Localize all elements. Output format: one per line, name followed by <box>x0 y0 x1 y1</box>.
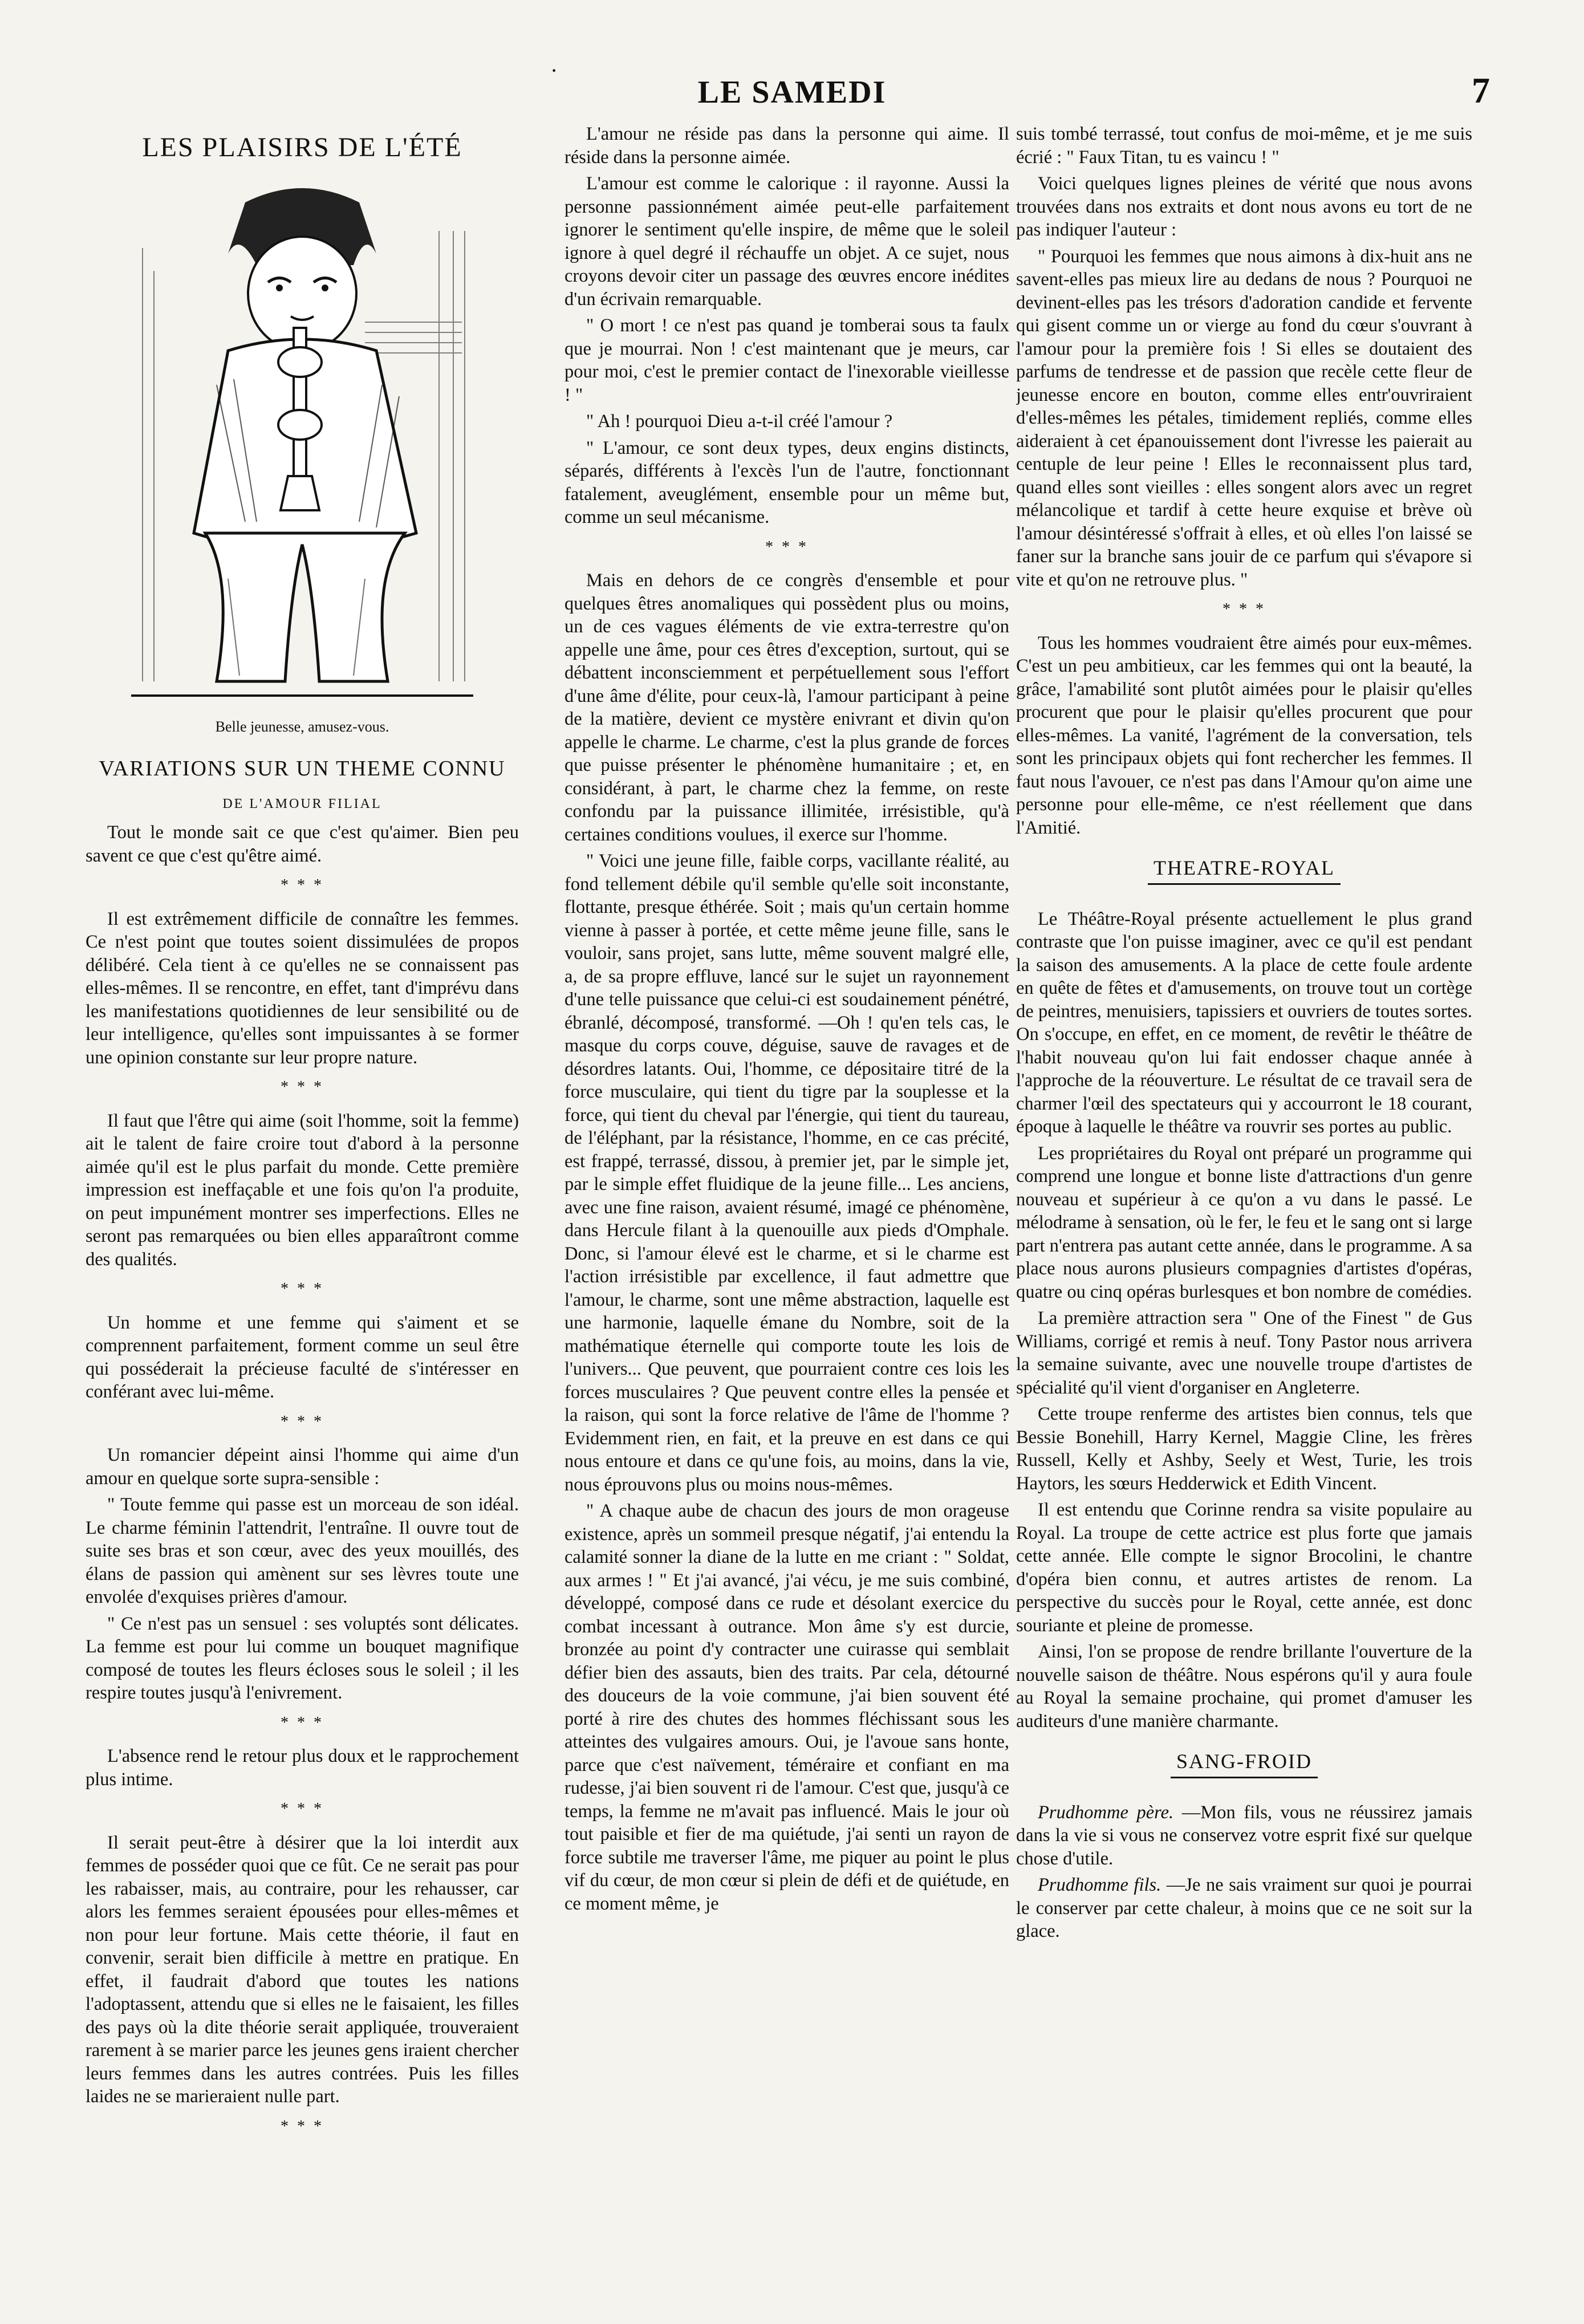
paragraph: Le Théâtre-Royal présente actuellement le plus grand contraste que l'on puisse imaginer, avec ce qu'il est pendant la saison des amusements. A la place de cette foule ardente en quête de fêtes et d'amusements, on trouve tout un cortège de peintres, menuisiers, tapissiers et ouvriers de toutes sortes. On s'occupe, en effet, en ce moment, de revêtir le théâtre de l'habit nouveau qu'on lui fait endosser chaque année à l'approche de la réouverture. Le résultat de ce travail sera de charmer l'œil des spectateurs qui y accourront le 18 courant, époque à laquelle le théâtre va rouvrir ses portes au public. <box>1016 908 1472 1137</box>
illustration-caption: Belle jeunesse, amusez-vous. <box>215 718 389 735</box>
paragraph: La première attraction sera " One of the Finest " de Gus Williams, corrigé et remis à neuf. Tony Pastor nous arrivera la semaine suivante, avec une nouvelle troupe d'artistes de spécialité qu'il vient d'organiser en Angleterre. <box>1016 1308 1472 1398</box>
separator-stars: * * * <box>281 1078 324 1096</box>
paragraph: " Voici une jeune fille, faible corps, vacillante réalité, au fond tellement débile qu'il semble qu'elle soit inconstante, flottante, presque éthérée. Soit ; mais qu'un certain homme vienne à passer à portée, et cette même jeune fille, sans le vouloir, sans projet, sans lutte, même souvent malgré elle, a, de sa propre effluve, lancé sur le sujet un rayonnement d'une telle puissance que celui-ci est soudainement pénétré, ébranlé, décomposé, transformé. —Oh ! qu'en tels cas, le masque du corps couve, déguise, sauve de ravages et de désordres latants. Oui, l'homme, ce dépositaire titré de la force musculaire, qui tient du tigre par la souplesse et la force, qui tient du cheval par l'énergie, qui tient du taureau, de l'éléphant, par la résistance, l'homme, en ce cas précité, est frappé, terrassé, dissou, à premier jet, par le simple jet, par le simple effet fluidique de la jeune fille... Les anciens, avec une fine raison, avaient résumé, imagé ce phénomène, dans Hercule filant à la quenouille aux pieds d'Omphale. Donc, si l'amour élevé est le charme, et si le charme est l'action irrésistible par excellence, il faut admettre que l'amour, le charme, sont une même abstraction, laquelle est une harmonie, laquelle émane du Nombre, soit de la mathématique éternelle qui comporte toute les lois de l'univers... Que peuvent, que pourraient contre ces lois les forces musculaires ? Que peuvent contre elles la pensée et la raison, qui sont la force relative de l'âme de l'homme ? Evidemment rien, en fait, et la preuve en est dans ce qui nous entoure et dans ce qu'une fois, au moins, dans la vie, nous éprouvons plus ou moins nous-mêmes. <box>564 851 1009 1495</box>
dialogue-line <box>1016 1874 1472 1943</box>
section-title-plaisirs: LES PLAISIRS DE L'ÉTÉ <box>142 132 462 162</box>
paragraph: L'amour est comme le calorique : il rayonne. Aussi la personne passionnément aimée peut-elle parfaitement ignorer le sentiment qu'elle inspire, de même que le soleil ignore à quel degré il réchauffe un objet. A ce sujet, nous croyons devoir citer un passage des œuvres encore inédites d'un écrivain remarquable. <box>564 173 1009 310</box>
speaker-name: Prudhomme père. <box>1038 1802 1174 1823</box>
paragraph: Il faut que l'être qui aime (soit l'homme, soit la femme) ait le talent de faire croire tout d'abord à la personne aimée qu'il est le plus parfait du monde. Cette première impression est ineffaçable et une fois qu'on l'a produite, on peut impunément montrer ses imperfections. Elles ne seront pas remarquées ou bien elles apparaîtront comme des qualités. <box>86 1110 519 1270</box>
separator-stars: * * * <box>1222 600 1266 618</box>
paragraph: Il est entendu que Corinne rendra sa visite populaire au Royal. La troupe de cette actrice est plus forte que jamais cette année. Elle compte le signor Brocolini, le chantre d'opéra bien connu, et autres artistes de renom. La perspective du succès pour le Royal, cette année, est donc souriante et pleine de promesse. <box>1016 1500 1472 1636</box>
paragraph: Un romancier dépeint ainsi l'homme qui aime d'un amour en quelque sorte supra-sensible : <box>86 1445 519 1489</box>
dialogue-line <box>1016 1801 1472 1871</box>
paragraph: " O mort ! ce n'est pas quand je tomberai sous ta faulx que je mourrai. Non ! c'est maintenant que je meurs, car pour moi, c'est le premier contact de l'inexorable vieillesse ! " <box>564 315 1009 405</box>
paragraph: Tout le monde sait ce que c'est qu'aimer. Bien peu savent ce que c'est qu'être aimé. <box>86 822 519 866</box>
paragraph: Cette troupe renferme des artistes bien connus, tels que Bessie Bonehill, Harry Kernel, Maggie Cline, les frères Russell, Kelly et Ashby, Seely et West, Turie, les trois Haytors, les sœurs Hedderwick et Edith Vincent. <box>1016 1404 1472 1494</box>
paragraph: Voici quelques lignes pleines de vérité que nous avons trouvées dans nos extraits et dont nous avons eu tort de ne pas indiquer l'auteur : <box>1016 173 1472 240</box>
page-number: 7 <box>1472 70 1490 111</box>
paragraph: " L'amour, ce sont deux types, deux engins distincts, séparés, différents à l'excès l'un de l'autre, fonctionnant fatalement, aveuglément, ensemble pour un même but, comme un seul mécanisme. <box>564 437 1009 527</box>
column-3 <box>1016 123 1472 2295</box>
paragraph: L'absence rend le retour plus doux et le rapprochement plus intime. <box>86 1746 519 1790</box>
paragraph: Ainsi, l'on se propose de rendre brillante l'ouverture de la nouvelle saison de théâtre. Nous espérons qu'il y aura foule au Royal la semaine prochaine, qui promet d'amuser les auditeurs d'une manière charmante. <box>1016 1642 1472 1732</box>
variations-heading: VARIATIONS SUR UN THEME CONNU <box>99 756 506 781</box>
dialogue-text: —Mon fils, vous ne réussirez jamais dans la vie si vous ne conservez votre esprit fixé sur quelque chose d'utile. <box>1016 1802 1472 1869</box>
paragraph: Il serait peut-être à désirer que la loi interdit aux femmes de posséder quoi que ce fût. Ce ne serait pas pour les rabaisser, mais, au contraire, pour les rehausser, car alors les femmes seraient épousées pour elles-mêmes et non pour leur fortune. Mais cette théorie, il faut en convenir, serait bien difficile à mettre en pratique. En effet, il faudrait d'abord que toutes les nations l'adoptassent, attendu que si elles ne le faisaient, les filles des pays où la dite théorie serait appliquée, trouveraient rarement à se marier parce les jeunes gens iraient chercher leurs femmes dans les autres contrées. Puis les filles laides ne se marieraient nulle part. <box>86 1832 519 2107</box>
paragraph: " Toute femme qui passe est un morceau de son idéal. Le charme féminin l'attendrit, l'entraîne. Il ouvre tout de suite ses bras et son cœur, avec des yeux mouillés, des élans de passion qui amènent sur ses lèvres toute une envolée d'exquises prières d'amour. <box>86 1494 519 1607</box>
paragraph: Il est extrêmement difficile de connaître les femmes. Ce n'est point que toutes soient dissimulées de propos délibéré. Cela tient à ce qu'elles ne se connaissent pas elles-mêmes. Il se rencontre, en effet, tant d'imprévu dans les manifestations quotidiennes de leur sensibilité ou de leur intelligence, qu'elles sont impuissantes à se former une opinion constante sur leur propre nature. <box>86 908 519 1068</box>
printer-dot: · <box>550 58 558 83</box>
paragraph: Tous les hommes voudraient être aimés pour eux-mêmes. C'est un peu ambitieux, car les femmes qui ont la beauté, la grâce, l'amabilité sont plutôt aimées pour le plaisir qu'elles procurent que pour le plaisir qu'elles procurent que pour elles-mêmes. La vanité, l'agrément de la conversation, tels sont les principaux objets qui font rechercher les femmes. Il faut nous l'avouer, ce n'est pas dans l'Amour qu'on aime une personne pour elle-même, ce n'est réellement que dans l'Amitié. <box>1016 632 1472 838</box>
paragraph: " Pourquoi les femmes que nous aimons à dix-huit ans ne savent-elles pas mieux lire au dedans de nous ? Pourquoi ne devinent-elles pas les trésors d'adoration candide et fervente qui gisent comme un or vierge au fond du cœur s'ouvrant à l'amour pour la première fois ! Si elles se doutaient des parfums de tendresse et de passion que recèle cette fleur de jeunesse encore en bouton, comme elles entr'ouvriraient d'elles-mêmes les pétales, timidement repliés, comme elles aideraient à cet épanouissement dont l'ivresse les paierait au centuple de leur peine ! Elles le reconnaissent plus tard, quand elles sont vieilles : elles songent alors avec un regret mélancolique et tardif à cette heure exquise et brève où l'amour désintéressé s'offrait à elles, et où elles l'on laissé se faner sur la branche sans jouir de ce parfum qui s'évapore si vite et qu'on ne retrouve plus. " <box>1016 246 1472 590</box>
separator-stars: * * * <box>281 876 324 894</box>
illustration-flute-player <box>120 180 485 710</box>
paragraph: " Ce n'est pas un sensuel : ses voluptés sont délicates. La femme est pour lui comme un bouquet magnifique composé de toutes les fleurs écloses sous le soleil ; il les respire toutes jusqu'à l'enivrement. <box>86 1613 519 1703</box>
separator-stars: * * * <box>281 1280 324 1298</box>
speaker-name: Prudhomme fils. <box>1038 1875 1161 1895</box>
separator-stars: * * * <box>281 1800 324 1818</box>
amour-filial-subheading: DE L'AMOUR FILIAL <box>222 796 382 811</box>
newspaper-title: LE SAMEDI <box>697 75 887 110</box>
separator-stars: * * * <box>281 1713 324 1732</box>
column-1 <box>86 123 519 2295</box>
masthead <box>0 34 1584 120</box>
paragraph: Un homme et une femme qui s'aiment et se comprennent parfaitement, forment comme un seul être qui posséderait la précieuse faculté de s'intéresser en conférant avec lui-même. <box>86 1312 519 1402</box>
paragraph: " A chaque aube de chacun des jours de mon orageuse existence, après un sommeil presque négatif, j'ai entendu la calamité sonner la diane de la lutte en me criant : " Soldat, aux armes ! " Et j'ai avancé, j'ai vécu, je me suis combiné, développé, composé dans ce rude et désolant exercice du combat incessant à outrance. Mon âme s'y est durcie, bronzée au point d'y contracter une cuirasse qui semblait défier bien des assauts, bien des traits. Par cela, détourné des douceurs de la voie commune, j'ai bien souvent été porté à rire des chutes des hommes fléchissant sous les atteintes des vulgaires amours. Oui, je l'avoue sans honte, parce que c'est naïvement, téméraire et confiant en ma rudesse, j'ai bien souvent ri de l'amour. C'est que, jusqu'à ce temps, la femme ne m'avait pas influencé. Mais le jour où tout paisible et fier de ma quiétude, j'ai senti un rayon de force subtile me traverser l'âme, me piquer au point le plus vif du cœur, de mon cœur si plein de défi et de quiétude, en ce moment même, je <box>564 1501 1009 1914</box>
separator-stars: * * * <box>281 2117 324 2135</box>
column-2 <box>564 123 1009 2295</box>
paragraph: Les propriétaires du Royal ont préparé un programme qui comprend une longue et bonne liste d'attractions d'un genre nouveau et supérieur à ce qu'on a vu dans le passé. Le mélodrame à sensation, où le fer, le feu et le sang ont si large part n'entrera pas autant cette année, dans le programme. A sa place nous aurons plusieurs compagnies d'artistes d'opéras, quatre ou cinq opéras burlesques et bon nombre de comédies. <box>1016 1143 1472 1302</box>
paragraph: L'amour ne réside pas dans la personne qui aime. Il réside dans la personne aimée. <box>564 124 1009 168</box>
paragraph: suis tombé terrassé, tout confus de moi-même, et je me suis écrié : " Faux Titan, tu es vaincu ! " <box>1016 124 1472 168</box>
paragraph: " Ah ! pourquoi Dieu a-t-il créé l'amour ? <box>586 411 893 432</box>
theatre-royal-heading: THEATRE-ROYAL <box>1148 856 1341 885</box>
separator-stars: * * * <box>765 538 809 556</box>
dialogue-text: —Je ne sais vraiment sur quoi je pourrai le conserver par cette chaleur, à moins que ce ne soit sur la glace. <box>1016 1875 1472 1941</box>
sang-froid-heading: SANG-FROID <box>1171 1750 1318 1778</box>
paragraph: Mais en dehors de ce congrès d'ensemble et pour quelques êtres anomaliques qui possèdent plus ou moins, un de ces vagues éléments de vie extra-terrestre qu'on appelle une âme, pour ces êtres d'exception, surtout, qui se débattent inconsciemment et perpétuellement sous l'effort d'une âme d'élite, pour ceux-là, l'amour participant à peine de la matière, devient ce mystère enivrant et divin qu'on appelle le charme. Le charme, c'est la plus grande de forces que puisse présenter le phénomène humanitaire ; et, en considérant, à part, le charme chez la femme, on reste confondu par la puissance illimitée, irrésistible, qu'à certaines conditions voulues, il exerce sur l'homme. <box>564 570 1009 845</box>
separator-stars: * * * <box>281 1412 324 1431</box>
